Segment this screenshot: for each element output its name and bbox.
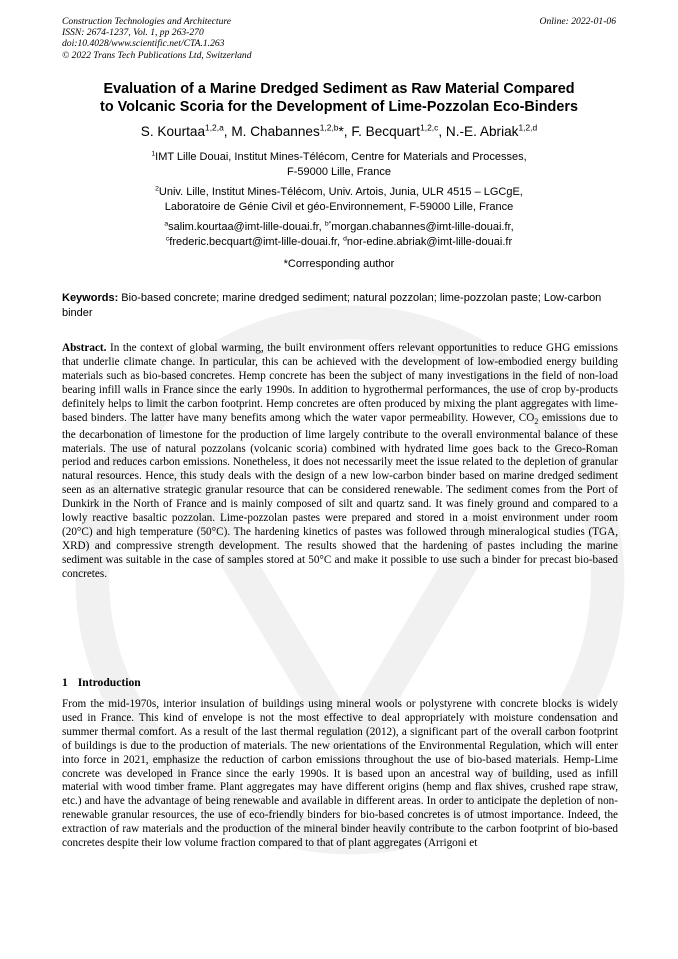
affiliation-text: IMT Lille Douai, Institut Mines-Télécom, Centre for Materials and Processes, [155, 151, 527, 163]
abstract-text: emissions due to the decarbonation of limestone for the production of lime largely contribute to the overall environmental balance of these materials. The use of natural pozzolans (volcanic scoria) combined with hydrated lime goes back to the Greco-Roman period and reduces carbon emissions. Nonetheless, it does not necessarily meet the issue related to the depletion of granular natural resources. Hence, this study deals with the design of a new low-carbon binder based on marine dredged sediment seen as an alternative strategic granular resource that can be considered renewable. The sediment comes from the Port of Dunkirk in the North of France and is mainly composed of silt and quartz sand. It was finely ground and compared to a lowly reactive basaltic pozzolan. Lime-pozzolan pastes were prepared and stored in a moist environment under room (20°C) and high temperature (50°C). The hardening kinetics of pastes was followed through mineralogical studies (TGA, XRD) and compressive strength development. The results showed that the hardening of pastes including the marine sediment was suitable in the case of samples stored at 50°C and make it possible to use such a binder for precast bio-based concretes. [62, 411, 618, 580]
affiliation-text: Laboratoire de Génie Civil et géo-Environnement, F-59000 Lille, France [164, 200, 514, 213]
abstract [62, 342, 618, 582]
title-line-2: to Volcanic Scoria for the Development of Lime-Pozzolan Eco-Binders [100, 99, 578, 115]
author-affiliation-mark: 1,2,b [319, 122, 339, 133]
journal-copyright: © 2022 Trans Tech Publications Ltd, Switzerland [62, 49, 252, 61]
author-separator: *, [338, 124, 352, 139]
email-link[interactable]: nor-edine.abriak@imt-lille-douai.fr [346, 235, 513, 248]
author-separator: , [438, 124, 446, 139]
abstract-text: In the context of global warming, the built environment offers relevant opportunities to reduce GHG emissions that underlie climate change. In particular, this can be achieved with the development of low-embodied energy building materials such as bio-based concretes. Hemp concrete has been the subject of many investigations in the field of non-load bearing infill walls in France since the early 1990s. In addition to hygrothermal performances, the use of crop by-products definitely helps to limit the carbon footprint. Hemp concretes are often produced by mixing the plant aggregates with lime-based binders. The latter have many benefits among which the water vapor permeability. However, CO [62, 342, 618, 424]
section-number: 1 [62, 676, 68, 689]
affiliation-1 [60, 150, 618, 179]
corresponding-author-note: *Corresponding author [283, 258, 395, 270]
journal-issn: ISSN: 2674-1237, Vol. 1, pp 263-270 [62, 27, 204, 39]
email-link[interactable]: frederic.becquart@imt-lille-douai.fr, [169, 235, 344, 248]
email-link[interactable]: salim.kourtaa@imt-lille-douai.fr, [168, 221, 325, 233]
title-line-1: Evaluation of a Marine Dredged Sediment as Raw Material Compared [103, 81, 575, 97]
author-list [40, 124, 638, 140]
journal-doi: doi:10.4028/www.scientific.net/CTA.1.263 [62, 38, 225, 50]
author-separator: , [223, 124, 232, 139]
paper-title [40, 80, 638, 116]
section-title: Introduction [77, 676, 141, 689]
journal-header [62, 16, 618, 61]
email-mark: d [343, 234, 347, 242]
email-mark: b* [324, 220, 332, 228]
author-name: N.-E. Abriak [445, 124, 519, 139]
affiliation-number: 2 [155, 185, 159, 193]
author-affiliation-mark: 1,2,c [420, 122, 439, 133]
email-mark: c [165, 234, 170, 242]
author-name: M. Chabannes [231, 124, 320, 139]
online-date: Online: 2022-01-06 [539, 16, 616, 27]
author-name: S. Kourtaa [140, 124, 206, 139]
email-mark: a [164, 220, 169, 228]
keywords-label: Keywords: [62, 292, 119, 304]
author-name: F. Becquart [351, 124, 421, 139]
abstract-label: Abstract. [62, 342, 107, 354]
keywords-text: Bio-based concrete; marine dredged sediment; natural pozzolan; lime-pozzolan paste; Low-carbon binder [62, 292, 602, 319]
section-heading [62, 676, 141, 689]
affiliation-2 [60, 185, 618, 214]
journal-name: Construction Technologies and Architecture [62, 16, 232, 27]
email-link[interactable]: morgan.chabannes@imt-lille-douai.fr, [331, 221, 514, 233]
author-emails [60, 220, 618, 249]
abstract-subscript: 2 [534, 416, 539, 426]
affiliation-text: F-59000 Lille, France [287, 165, 391, 178]
keywords [62, 291, 618, 320]
author-affiliation-mark: 1,2,d [518, 122, 538, 133]
author-affiliation-mark: 1,2,a [205, 122, 224, 133]
affiliation-number: 1 [151, 150, 156, 158]
section-body: From the mid-1970s, interior insulation of buildings using mineral wools or polystyrene with concrete blocks is widely used in France. This kind of envelope is not the most effective to deal appropriately with moisture condensation and summer thermal comfort. As a result of the last thermal regulation (2012), a significant part of the overall carbon footprint of buildings is due to the production of materials. The new orientations of the Environmental Regulation, which will enter into force in 2021, emphasize the reduction of carbon emissions throughout the use of bio-based materials. Hemp-Lime concrete was developed in France since the early 1990s. It is based upon an ancestral way of building, used as infill material with wood timber frame. Plant aggregates may have different origins (hemp and flax shives, crushed rape straw, etc.) and have the advantage of being renewable and available in different areas. In order to anticipate the depletion of non-renewable granular resources, the use of eco-friendly binders for bio-based concretes is of utmost importance. Indeed, the extraction of raw materials and the production of the mineral binder heavily contribute to the carbon footprint of bio-based concretes despite their low volume fraction compared to that of plant aggregates (Arrigoni et [62, 698, 618, 850]
affiliation-text: Univ. Lille, Institut Mines-Télécom, Univ. Artois, Junia, ULR 4515 – LGCgE, [158, 186, 523, 198]
